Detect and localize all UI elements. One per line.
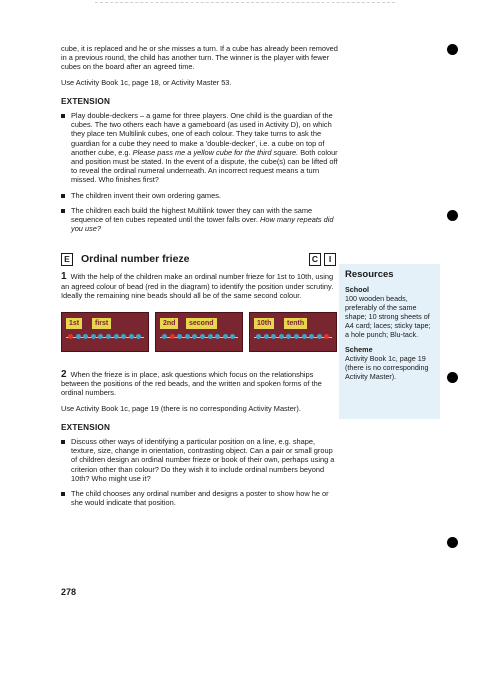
scheme-label: Scheme — [345, 345, 373, 354]
step-1: 1 With the help of the children make an ordinal number frieze for 1st to 10th, using an agreed colour of bead (red in the diagram) to identify the position under scrutiny. Ideally the remaining nine beads should all be of the same second colour. — [61, 271, 334, 300]
step-2: 2 When the frieze is in place, ask questions which focus on the relationships between the positions of the red beads, and the written and spoken forms of the ordinal numbers. — [61, 369, 322, 398]
word-label: tenth — [284, 318, 307, 329]
tag-box: I — [324, 253, 336, 266]
tag-box: C — [309, 253, 321, 266]
punch-hole — [447, 210, 458, 221]
frieze-card — [61, 312, 149, 352]
section-heading — [61, 253, 339, 266]
extension-bullet: The children each build the highest Multilink tower they can with the same sequence of ten cubes repeated until the tower falls over. How many repeats did you use? — [61, 206, 339, 234]
page-number: 278 — [61, 587, 77, 597]
bead — [286, 334, 291, 339]
bead — [302, 334, 307, 339]
extension-bullet: The children invent their own ordering games. — [61, 191, 339, 200]
scheme-text: Activity Book 1c, page 19 (there is no corresponding Activity Master). — [345, 354, 429, 381]
school-label: School — [345, 285, 369, 294]
bead — [185, 334, 190, 339]
target-bead — [68, 334, 73, 339]
bead — [121, 334, 126, 339]
bead — [106, 334, 111, 339]
resources-heading: Resources — [345, 269, 394, 280]
scan-edge-line — [95, 2, 395, 3]
bead — [317, 334, 322, 339]
resources-panel — [339, 264, 440, 419]
bead — [223, 334, 228, 339]
target-bead — [170, 334, 175, 339]
bead — [256, 334, 261, 339]
punch-hole — [447, 44, 458, 55]
extension-bullet: Discuss other ways of identifying a particular position on a line, e.g. shape, texture, size, change in orientation, contrasting object. Can a pair or small group of children design an ordinal number frieze or book of their own, perhaps using a criterion other than colour? Do they wish it to include ordinal numbers beyond 10th? Who might use it? — [61, 437, 339, 483]
target-bead — [324, 334, 329, 339]
numeral-label: 10th — [254, 318, 274, 329]
extension-heading: EXTENSION — [61, 422, 111, 432]
bead — [162, 334, 167, 339]
bead — [177, 334, 182, 339]
section-letter-box: E — [61, 253, 73, 266]
intro-reference: Use Activity Book 1c, page 18, or Activity Master 53. — [61, 77, 232, 87]
main-column — [61, 44, 339, 514]
bead — [136, 334, 141, 339]
extension-bullet: Play double-deckers – a game for three players. One child is the guardian of the cubes. The two others each have a gameboard (as used in Activity D), on which they place ten Multilink cubes, one of each colour. They take turns to ask the guardian for a cube they need to make a 'double-decker', i.e. a cube on top of another cube, e.g. Please pass me a yellow cube for the third square. Both colour and position must be stated. In the event of a dispute, the cube(s) can be lifted off to reveal the ordinal numeral underneath. An incorrect request means a turn missed. Who finishes first? — [61, 111, 339, 185]
frieze-card — [155, 312, 243, 352]
step-2-reference: Use Activity Book 1c, page 19 (there is no corresponding Activity Master). — [61, 403, 301, 413]
bead — [264, 334, 269, 339]
punch-hole — [447, 537, 458, 548]
bead — [200, 334, 205, 339]
bead — [208, 334, 213, 339]
frieze-illustration — [61, 312, 339, 352]
numeral-label: 1st — [66, 318, 82, 329]
bead — [91, 334, 96, 339]
bead — [98, 334, 103, 339]
word-label: second — [186, 318, 217, 329]
numeral-label: 2nd — [160, 318, 178, 329]
bead — [271, 334, 276, 339]
bead — [83, 334, 88, 339]
bead — [192, 334, 197, 339]
bead — [215, 334, 220, 339]
bead — [114, 334, 119, 339]
bead — [309, 334, 314, 339]
word-label: first — [92, 318, 111, 329]
school-text: 100 wooden beads, preferably of the same shape; 10 strong sheets of A4 card; laces; sticky tape; a hole punch; Blu-tack. — [345, 294, 431, 339]
bead — [279, 334, 284, 339]
extension-bullet: The child chooses any ordinal number and designs a poster to show how he or she would indicate that position. — [61, 489, 339, 507]
intro-paragraph: cube, it is replaced and he or she misses a turn. If a cube has already been removed in a previous round, the child has another turn. The winner is the player with fewer cubes on the board after an agreed time. — [61, 44, 338, 72]
punch-hole — [447, 372, 458, 383]
extension-heading: EXTENSION — [61, 96, 111, 106]
section-title: Ordinal number frieze — [81, 253, 190, 266]
bead — [230, 334, 235, 339]
bead — [76, 334, 81, 339]
bead — [294, 334, 299, 339]
bead — [129, 334, 134, 339]
frieze-card — [249, 312, 337, 352]
